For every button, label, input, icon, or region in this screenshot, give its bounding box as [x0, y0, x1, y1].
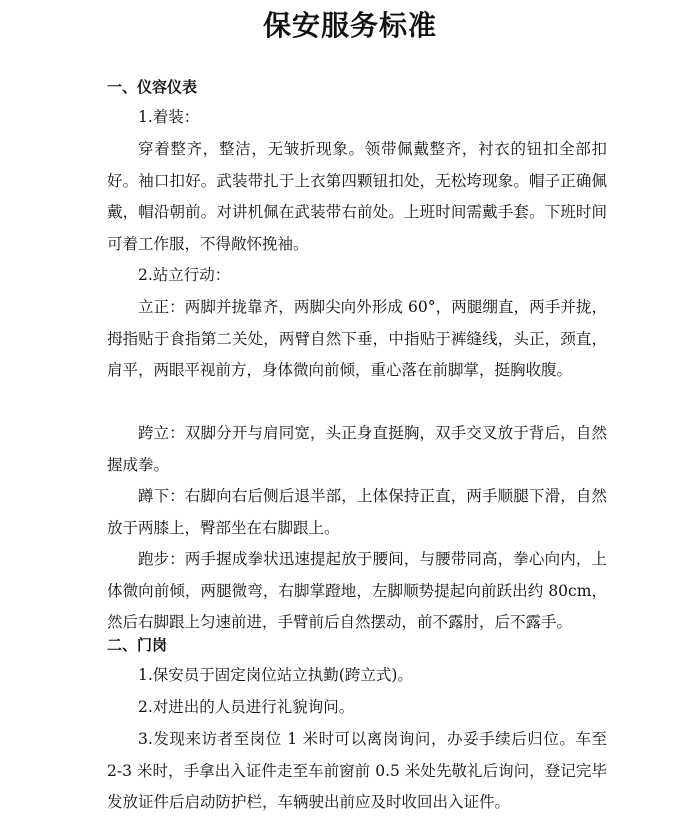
paragraph-squat: 蹲下：右脚向右后侧后退半部，上体保持正直，两手顺腿下滑，自然放于两膝上，臀部坐在右脚跟上。 — [107, 487, 607, 537]
paragraph-gate-3: 3.发现来访者至岗位 1 米时可以离岗询问，办妥手续后归位。车至 2-3 米时，手拿出入证件走至车前窗前 0.5 米处先敬礼后询问，登记完毕发放证件后启动防护栏，车辆驶出前应及时收回出入证件。 — [107, 730, 607, 811]
document-title: 保安服务标准 — [262, 9, 437, 42]
section-heading-gate-post: 二、门岗 — [107, 636, 168, 654]
paragraph-at-ease: 跨立：双脚分开与肩同宽，头正身直挺胸，双手交叉放于背后，自然握成拳。 — [107, 424, 607, 474]
paragraph-dress-text: 穿着整齐，整洁，无皱折现象。领带佩戴整齐，衬衣的钮扣全部扣好。袖口扣好。武装带扎于上衣第四颗钮扣处，无松垮现象。帽子正确佩戴，帽沿朝前。对讲机佩在武装带右前处。上班时间需戴手套。下班时间可着工作服，不得敞怀挽袖。 — [107, 140, 607, 253]
paragraph-posture-label: 2.站立行动： — [138, 266, 231, 284]
paragraph-attention: 立正：两脚并拢靠齐，两脚尖向外形成 60°，两腿绷直，两手并拢，拇指贴于食指第二关处，两臂自然下垂，中指贴于裤缝线，头正，颈直，肩平，两眼平视前方，身体微向前倾，重心落在前脚掌，挺胸收腹。 — [107, 298, 607, 379]
paragraph-gate-1: 1.保安员于固定岗位站立执勤(跨立式)。 — [138, 666, 413, 684]
section-heading-appearance: 一、仪容仪表 — [107, 78, 198, 96]
paragraph-running: 跑步：两手握成拳状迅速提起放于腰间，与腰带同高，拳心向内，上体微向前倾，两腿微弯，右脚掌蹬地，左脚顺势提起向前跃出约 80cm，然后右脚跟上匀速前进，手臂前后自然摆动，前不露肘，后不露手。 — [107, 550, 607, 631]
paragraph-dress-label: 1.着装： — [138, 108, 200, 126]
paragraph-gate-2: 2.对进出的人员进行礼貌询问。 — [138, 698, 355, 716]
